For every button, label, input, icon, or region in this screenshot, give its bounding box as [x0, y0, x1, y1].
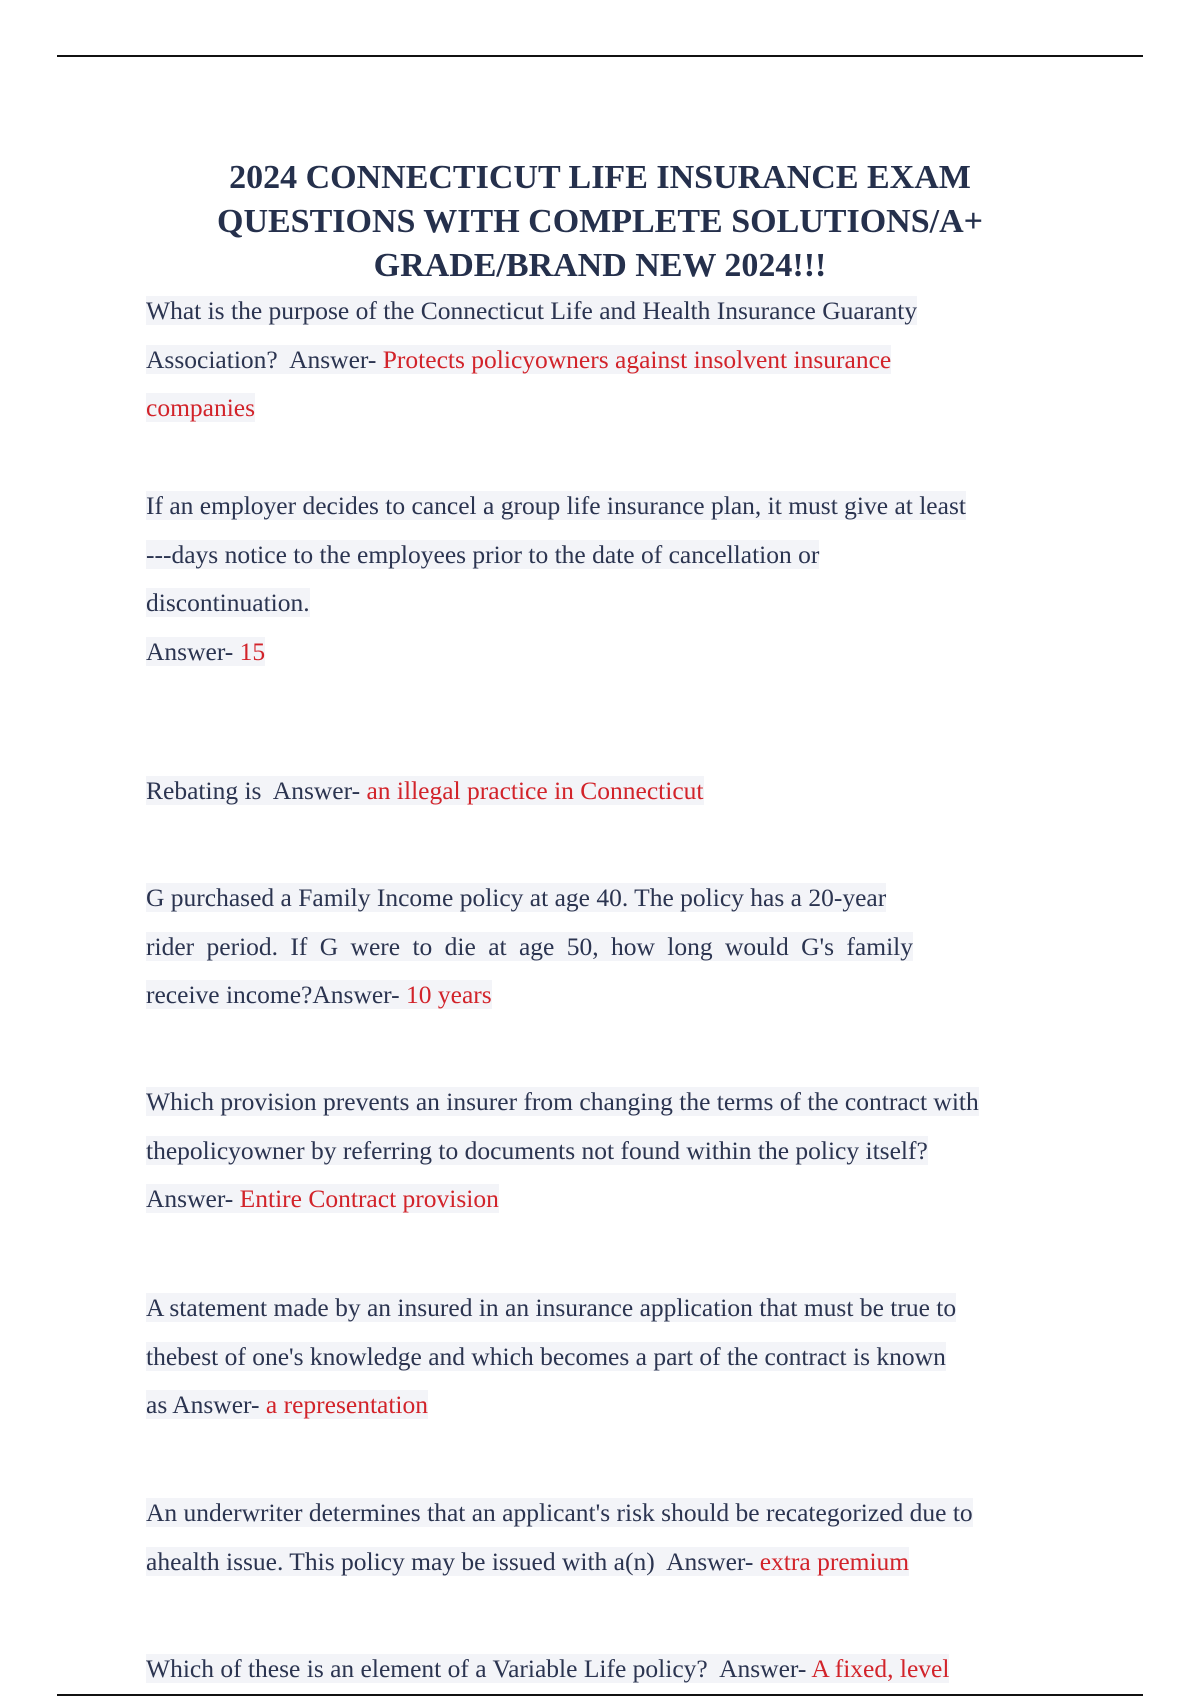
question-text: rider period. If G were to die at age 50, how long would G's family: [146, 931, 913, 961]
answer-text: extra premium: [759, 1546, 910, 1576]
qa-item-5: [146, 1078, 979, 1224]
answer-text: Protects policyowners against insolvent insurance: [382, 344, 892, 374]
question-text: G purchased a Family Income policy at age 40. The policy has a 20-year: [146, 883, 887, 912]
answer-text: Entire Contract provision: [239, 1184, 499, 1213]
answer-text: A fixed, level: [811, 1654, 950, 1683]
answer-prefix: Answer-: [172, 1390, 260, 1419]
question-text: discontinuation.: [146, 588, 310, 617]
answer-prefix: Answer-: [666, 1546, 754, 1576]
question-text: thepolicyowner by referring to documents not found within the policy itself?: [146, 1135, 928, 1165]
qa-item-2: [146, 482, 966, 676]
question-text: Rebating is: [146, 776, 262, 805]
question-text: What is the purpose of the Connecticut Life and Health Insurance Guaranty: [146, 296, 918, 325]
qa-item-1: [146, 287, 917, 433]
question-text: If an employer decides to cancel a group life insurance plan, it must give at least: [146, 491, 966, 520]
qa-item-3: [146, 767, 704, 816]
question-text: as: [146, 1390, 168, 1419]
question-text: Association?: [146, 344, 278, 374]
question-text: A statement made by an insured in an insurance application that must be true to: [146, 1293, 957, 1322]
answer-text: an illegal practice in Connecticut: [366, 776, 704, 805]
answer-prefix: Answer-: [272, 776, 361, 805]
qa-item-8: [146, 1645, 949, 1694]
bottom-rule: [57, 1694, 1143, 1696]
answer-text: 15: [239, 636, 266, 666]
answer-prefix: Answer-: [312, 980, 400, 1009]
answer-text: a representation: [265, 1390, 429, 1419]
top-rule: [57, 55, 1143, 57]
answer-prefix: Answer-: [289, 344, 377, 374]
qa-item-6: [146, 1284, 956, 1430]
question-text: Which provision prevents an insurer from changing the terms of the contract with: [146, 1087, 979, 1116]
document-title: 2024 CONNECTICUT LIFE INSURANCE EXAM QUESTIONS WITH COMPLETE SOLUTIONS/A+ GRADE/BRAND NEW 2024!!!: [217, 159, 983, 284]
question-text: thebest of one's knowledge and which becomes a part of the contract is known: [146, 1341, 946, 1371]
question-text: An underwriter determines that an applicant's risk should be recategorized due to: [146, 1498, 973, 1527]
answer-prefix: Answer-: [719, 1654, 807, 1683]
qa-item-7: [146, 1489, 973, 1586]
answer-text: 10 years: [406, 980, 492, 1009]
question-text: receive income?: [146, 980, 313, 1009]
answer-prefix: Answer-: [146, 1184, 234, 1213]
answer-prefix: Answer-: [146, 636, 234, 666]
question-text: ahealth issue. This policy may be issued with a(n): [146, 1546, 655, 1576]
qa-item-4: [146, 874, 913, 1020]
answer-text: companies: [146, 393, 256, 422]
question-text: ---days notice to the employees prior to the date of cancellation or: [146, 539, 820, 569]
question-text: Which of these is an element of a Variable Life policy?: [146, 1654, 708, 1683]
